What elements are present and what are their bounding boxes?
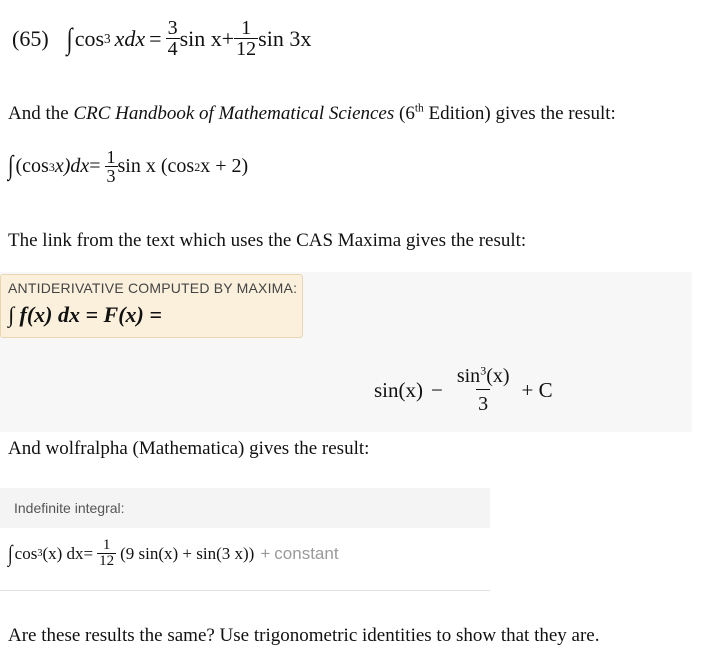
book-title: CRC Handbook of Mathematical Sciences <box>73 103 395 124</box>
plus: + <box>221 25 235 51</box>
wolfram-result: ∫ cos 3 (x) dx = $\frac{1}{12}$ (9 sin(x) + sin(3 x)) + constant <box>8 537 339 569</box>
numerator <box>451 363 516 389</box>
constant: constant <box>274 543 339 563</box>
text-wolfram: And wolfralpha (Mathematica) gives the result: <box>8 438 370 459</box>
formula-65: (65) ∫ cos 3 xdx = $\frac{3}{4}$ sin x + $\frac{1}{12}$ sin 3x <box>12 17 312 60</box>
text-crc <box>8 103 616 125</box>
rhs-rest: x + 2) <box>200 155 249 177</box>
lhs-rest: x)dx <box>54 155 90 177</box>
equals: = <box>89 155 101 177</box>
fraction-1-3 <box>105 148 118 185</box>
differential: xdx <box>114 25 146 51</box>
rhs: sin x (cos <box>117 155 195 177</box>
fraction-sin3-over-3 <box>451 363 516 415</box>
term-sin-x: sin x <box>179 25 222 51</box>
rhs: (9 sin(x) + sin(3 x)) <box>120 543 255 563</box>
integrand: cos <box>74 25 105 51</box>
num-power: 3 <box>480 363 487 378</box>
text-prefix: And the <box>8 103 74 124</box>
fraction-1-12 <box>234 18 258 59</box>
numerator: 1 <box>106 147 116 167</box>
formula-crc: ∫ (cos 3 x)dx = $\frac{1}{3}$ sin x (cos 2 x + 2) <box>8 147 249 186</box>
denominator: 12 <box>236 38 257 60</box>
equation-number: (65) <box>12 25 49 51</box>
maxima-formula: ∫ f(x) dx = F(x) = <box>8 302 162 327</box>
integral-sign: ∫ <box>66 20 73 55</box>
divider <box>0 590 490 591</box>
lhs: (cos <box>15 155 49 177</box>
wolfram-label: Indefinite integral: <box>14 500 125 516</box>
denominator: 3 <box>106 166 116 186</box>
superscript: th <box>414 102 424 115</box>
text-suffix: Edition) gives the result: <box>423 103 616 124</box>
maxima-label: ANTIDERIVATIVE COMPUTED BY MAXIMA: <box>8 280 298 296</box>
numerator: 1 <box>102 537 111 553</box>
text-maxima: The link from the text which uses the CAS Maxima gives the result: <box>8 230 527 251</box>
integrand: cos <box>14 543 38 563</box>
denominator: 4 <box>167 38 178 60</box>
equals: = <box>149 25 162 51</box>
numerator: 1 <box>241 17 252 39</box>
minus: − <box>431 377 443 402</box>
plus-c: + C <box>521 377 553 402</box>
text-question: Are these results the same? Use trigonometric identities to show that they are. <box>8 625 600 646</box>
numerator: 3 <box>167 17 178 39</box>
denominator: 3 <box>476 389 490 414</box>
fraction-1-12 <box>97 538 116 569</box>
text-middle: (6 <box>394 103 415 124</box>
arg: (x) dx <box>42 543 84 563</box>
term-sin-3x: sin 3x <box>258 25 312 51</box>
equals: = <box>83 543 94 563</box>
fraction-3-4 <box>166 18 180 59</box>
maxima-result <box>374 363 553 415</box>
integral-sign: ∫ <box>8 150 14 181</box>
plus: + <box>260 543 271 563</box>
num-arg: (x) <box>486 365 510 387</box>
num-sin: sin <box>456 365 481 387</box>
sin-x: sin(x) <box>374 377 423 402</box>
integral-sign: ∫ <box>8 540 13 566</box>
denominator: 12 <box>99 553 115 569</box>
